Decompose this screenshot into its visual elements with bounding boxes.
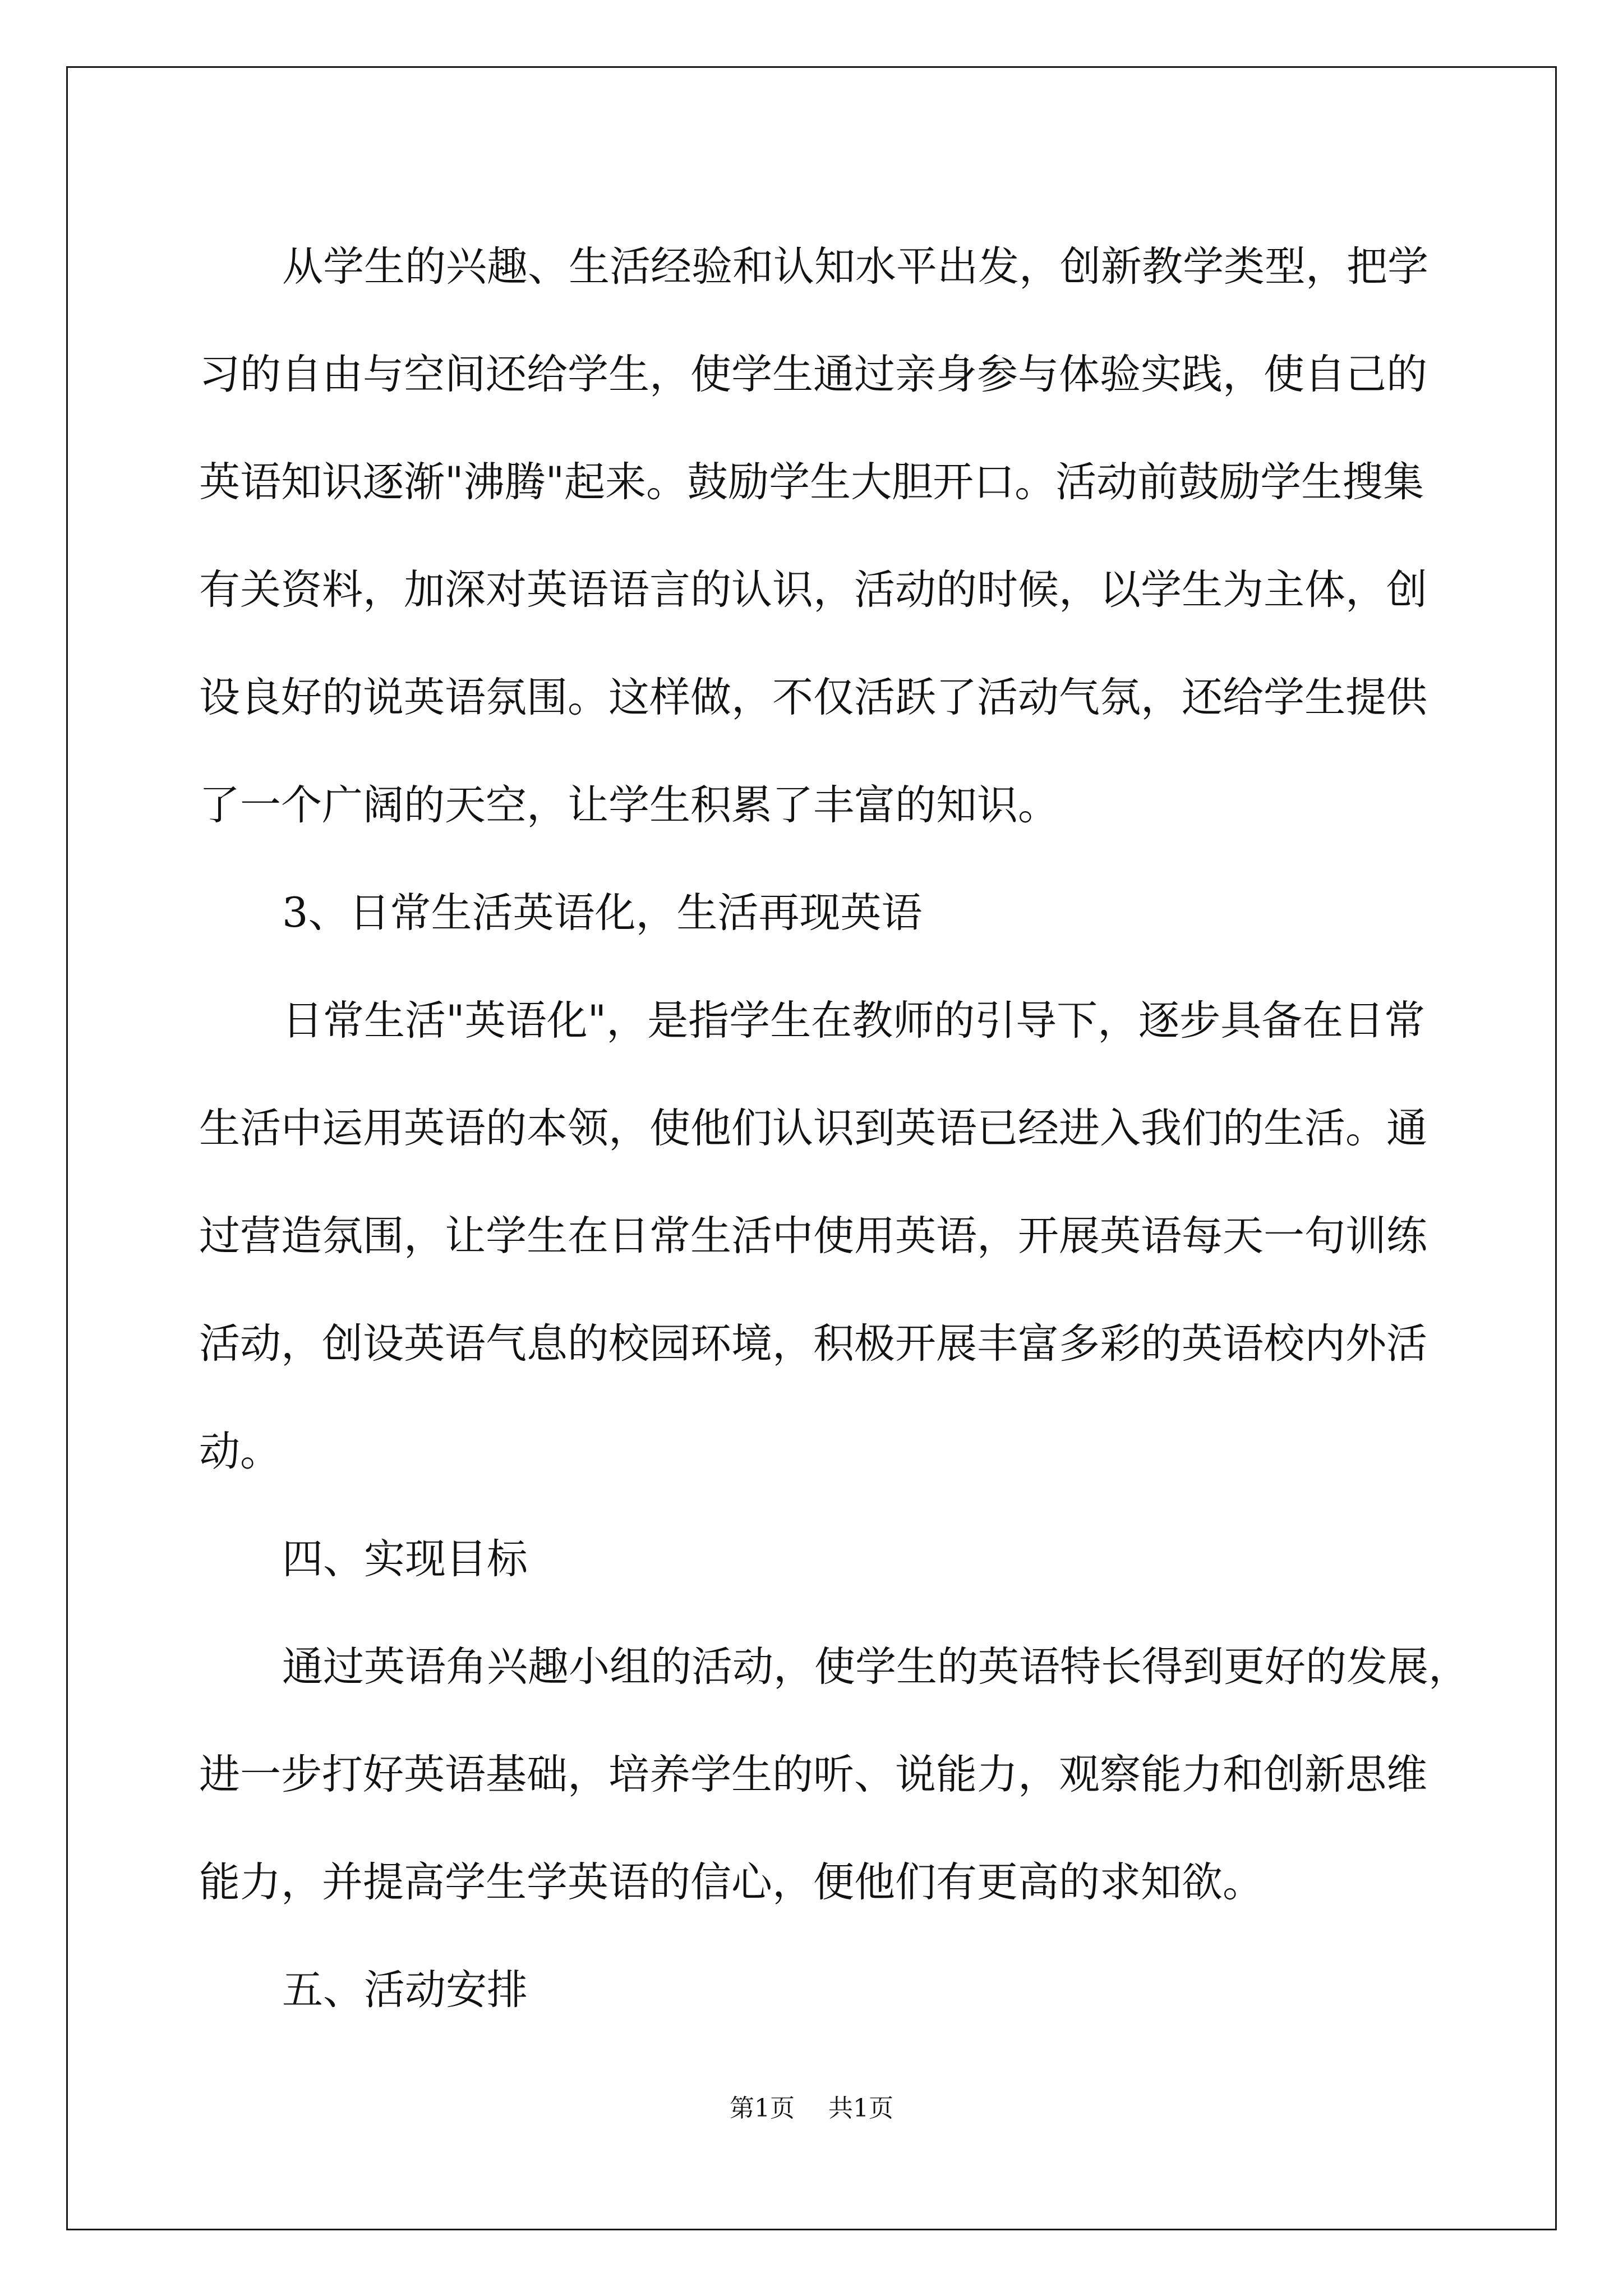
document-body	[199, 213, 1469, 2044]
text-line: 四、实现目标	[282, 1535, 528, 1583]
page-number: 第1页	[730, 2094, 795, 2123]
text-line: 设良好的说英语氛围。这样做，不仅活跃了活动气氛，还给学生提供	[199, 674, 1427, 721]
text-line: 生活中运用英语的本领，使他们认识到英语已经进入我们的生活。通	[199, 1105, 1427, 1152]
paragraph	[199, 213, 1444, 859]
text-line: 3、日常生活英语化，生活再现英语	[282, 889, 923, 937]
text-line: 通过英语角兴趣小组的活动，使学生的英语特长得到更好的发展，	[282, 1643, 1469, 1691]
page-total: 共1页	[828, 2094, 893, 2123]
text-line: 英语知识逐渐"沸腾"起来。鼓励学生大胆开口。活动前鼓励学生搜集	[199, 458, 1424, 506]
section-heading	[199, 1506, 1444, 1613]
paragraph	[199, 967, 1444, 1506]
text-line: 活动，创设英语气息的校园环境，积极开展丰富多彩的英语校内外活	[199, 1320, 1427, 1368]
text-line: 从学生的兴趣、生活经验和认知水平出发，创新教学类型，把学	[282, 243, 1428, 291]
page-footer	[0, 2088, 1623, 2124]
text-line: 过营造氛围，让学生在日常生活中使用英语，开展英语每天一句训练	[199, 1212, 1427, 1260]
section-heading	[199, 1936, 1444, 2044]
text-line: 动。	[199, 1428, 281, 1475]
section-heading	[199, 859, 1444, 967]
paragraph	[199, 1613, 1469, 1936]
text-line: 有关资料，加深对英语语言的认识，活动的时候，以学生为主体，创	[199, 566, 1427, 614]
text-line: 了一个广阔的天空，让学生积累了丰富的知识。	[199, 781, 1059, 829]
text-line: 进一步打好英语基础，培养学生的听、说能力，观察能力和创新思维	[199, 1751, 1427, 1798]
text-line: 能力，并提高学生学英语的信心，便他们有更高的求知欲。	[199, 1858, 1264, 1906]
text-line: 习的自由与空间还给学生，使学生通过亲身参与体验实践，使自己的	[199, 351, 1427, 398]
text-line: 日常生活"英语化"，是指学生在教师的引导下，逐步具备在日常	[282, 997, 1426, 1045]
text-line: 五、活动安排	[282, 1966, 528, 2014]
